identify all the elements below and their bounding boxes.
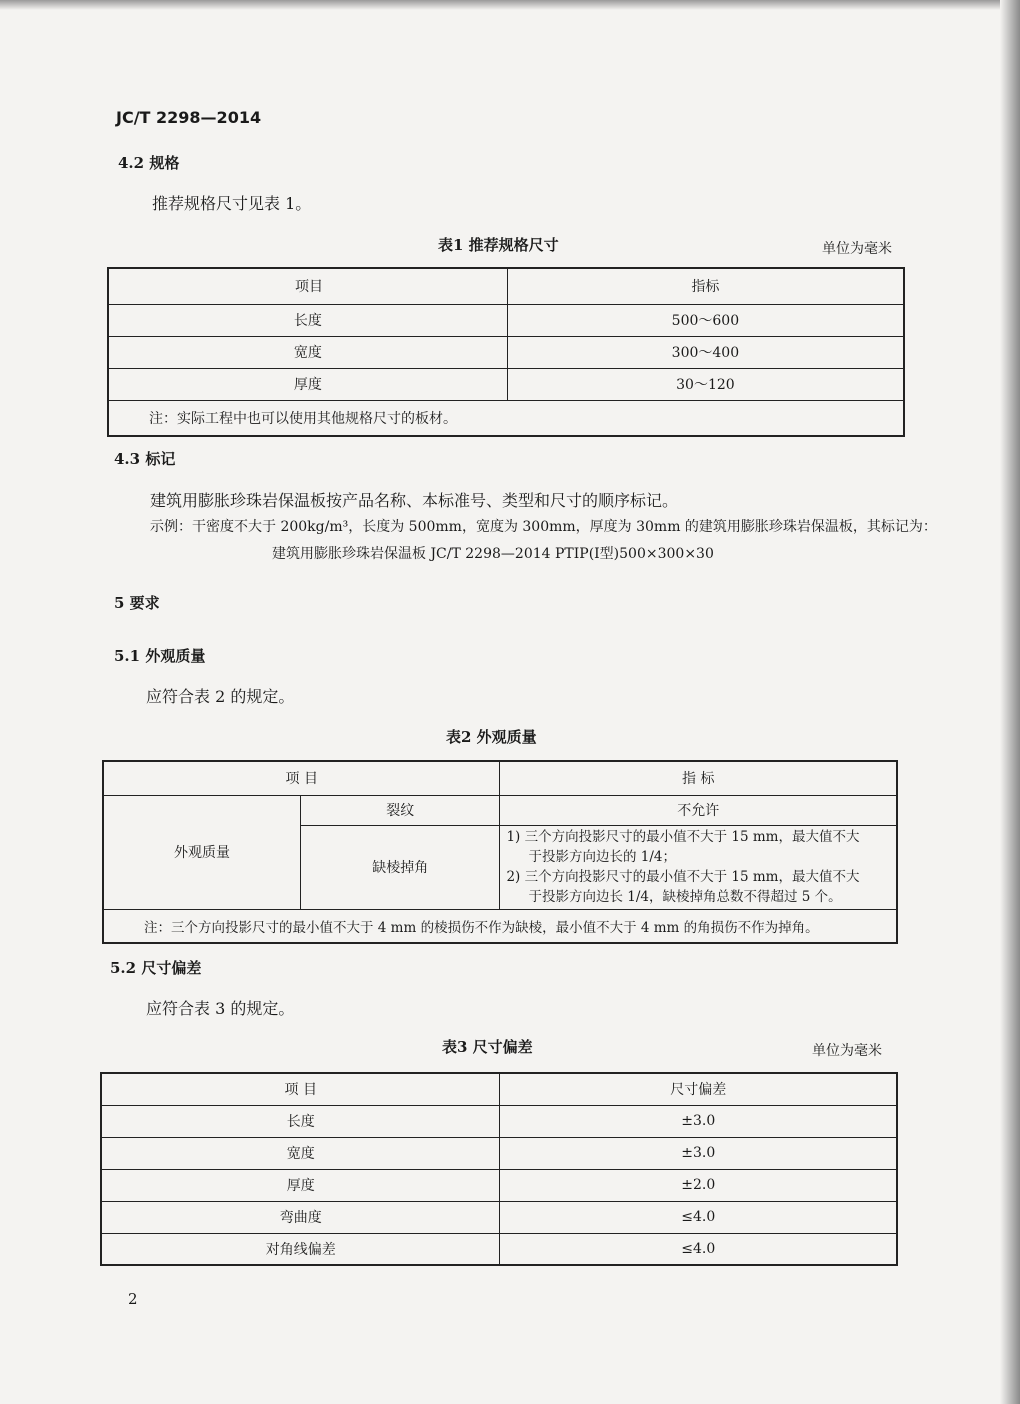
table1-cell-value: 30～120: [507, 368, 904, 400]
table-row: [103, 795, 897, 825]
table2-edge-rules: [500, 825, 897, 909]
table2-caption: 表2 外观质量: [446, 728, 537, 746]
marking-designation: 建筑用膨胀珍珠岩保温板 JC/T 2298—2014 PTIP(Ⅰ型)500×300×30: [272, 546, 714, 562]
standard-number: JC/T 2298—2014: [116, 108, 262, 127]
table1-cell-item: 长度: [108, 304, 507, 336]
table-row: [108, 336, 904, 368]
section-4-2-heading: 4.2 规格: [118, 154, 180, 172]
table3-header-item: 项 目: [101, 1073, 500, 1105]
section-4-3-text: 建筑用膨胀珍珠岩保温板按产品名称、本标准号、类型和尺寸的顺序标记。: [150, 491, 679, 510]
table-row: [101, 1137, 897, 1169]
table-row: [101, 1169, 897, 1201]
section-5-2-text: 应符合表 3 的规定。: [146, 999, 295, 1018]
table-row: [108, 304, 904, 336]
table1-cell-item: 厚度: [108, 368, 507, 400]
table1-unit: 单位为毫米: [822, 241, 892, 257]
table3: [100, 1072, 898, 1266]
table-row: [103, 761, 897, 795]
table3-cell-value: ±3.0: [500, 1137, 897, 1169]
table3-header-index: 尺寸偏差: [500, 1073, 897, 1105]
table1-header-item: 项目: [108, 268, 507, 304]
table-row: [101, 1105, 897, 1137]
table2-crack-value: 不允许: [500, 795, 897, 825]
table-row: [108, 368, 904, 400]
table2-group: 外观质量: [103, 795, 300, 909]
table-row: [101, 1201, 897, 1233]
table3-cell-item: 对角线偏差: [101, 1233, 500, 1265]
table3-cell-item: 弯曲度: [101, 1201, 500, 1233]
table2: [102, 760, 898, 944]
table1-cell-value: 300～400: [507, 336, 904, 368]
table1-header-index: 指标: [507, 268, 904, 304]
table-row: [108, 268, 904, 304]
section-5-1-heading: 5.1 外观质量: [114, 647, 206, 665]
table2-crack: 裂纹: [300, 795, 499, 825]
table2-header-index: 指 标: [500, 761, 897, 795]
marking-example: 示例：干密度不大于 200kg/m³，长度为 500mm，宽度为 300mm，厚度为 30mm 的建筑用膨胀珍珠岩保温板，其标记为：: [150, 519, 937, 535]
section-4-2-text: 推荐规格尺寸见表 1。: [152, 194, 312, 213]
table2-note: 注：三个方向投影尺寸的最小值不大于 4 mm 的棱损伤不作为缺棱，最小值不大于 4 mm 的角损伤不作为掉角。: [103, 909, 897, 943]
table-row: [108, 400, 904, 436]
page-number: 2: [128, 1290, 138, 1308]
table3-cell-value: ±2.0: [500, 1169, 897, 1201]
table1-note: 注：实际工程中也可以使用其他规格尺寸的板材。: [108, 400, 904, 436]
section-4-3-heading: 4.3 标记: [114, 450, 176, 468]
table1: [107, 267, 905, 437]
table-row: [101, 1233, 897, 1265]
table3-unit: 单位为毫米: [812, 1043, 882, 1059]
section-5-heading: 5 要求: [114, 594, 160, 612]
table-row: [103, 909, 897, 943]
rule1-line2: 于投影方向边长的 1/4；: [528, 849, 676, 865]
table3-cell-value: ±3.0: [500, 1105, 897, 1137]
table3-cell-value: ≤4.0: [500, 1233, 897, 1265]
rule2-line2: 于投影方向边长 1/4，缺棱掉角总数不得超过 5 个。: [528, 889, 842, 905]
table1-caption: 表1 推荐规格尺寸: [438, 236, 559, 254]
table1-cell-value: 500～600: [507, 304, 904, 336]
table2-edge-defect: 缺棱掉角: [300, 825, 499, 909]
table3-cell-value: ≤4.0: [500, 1201, 897, 1233]
section-5-2-heading: 5.2 尺寸偏差: [110, 959, 202, 977]
scan-edge-right: [1000, 0, 1020, 1404]
table3-cell-item: 厚度: [101, 1169, 500, 1201]
scan-edge-top: [0, 0, 1020, 10]
rule2-line1: 2) 三个方向投影尺寸的最小值不大于 15 mm，最大值不大: [506, 869, 860, 885]
table-row: [101, 1073, 897, 1105]
section-5-1-text: 应符合表 2 的规定。: [146, 687, 295, 706]
table2-header-item: 项 目: [103, 761, 500, 795]
table3-cell-item: 长度: [101, 1105, 500, 1137]
rule1-line1: 1) 三个方向投影尺寸的最小值不大于 15 mm，最大值不大: [506, 829, 860, 845]
table3-caption: 表3 尺寸偏差: [442, 1038, 533, 1056]
table1-cell-item: 宽度: [108, 336, 507, 368]
table3-cell-item: 宽度: [101, 1137, 500, 1169]
